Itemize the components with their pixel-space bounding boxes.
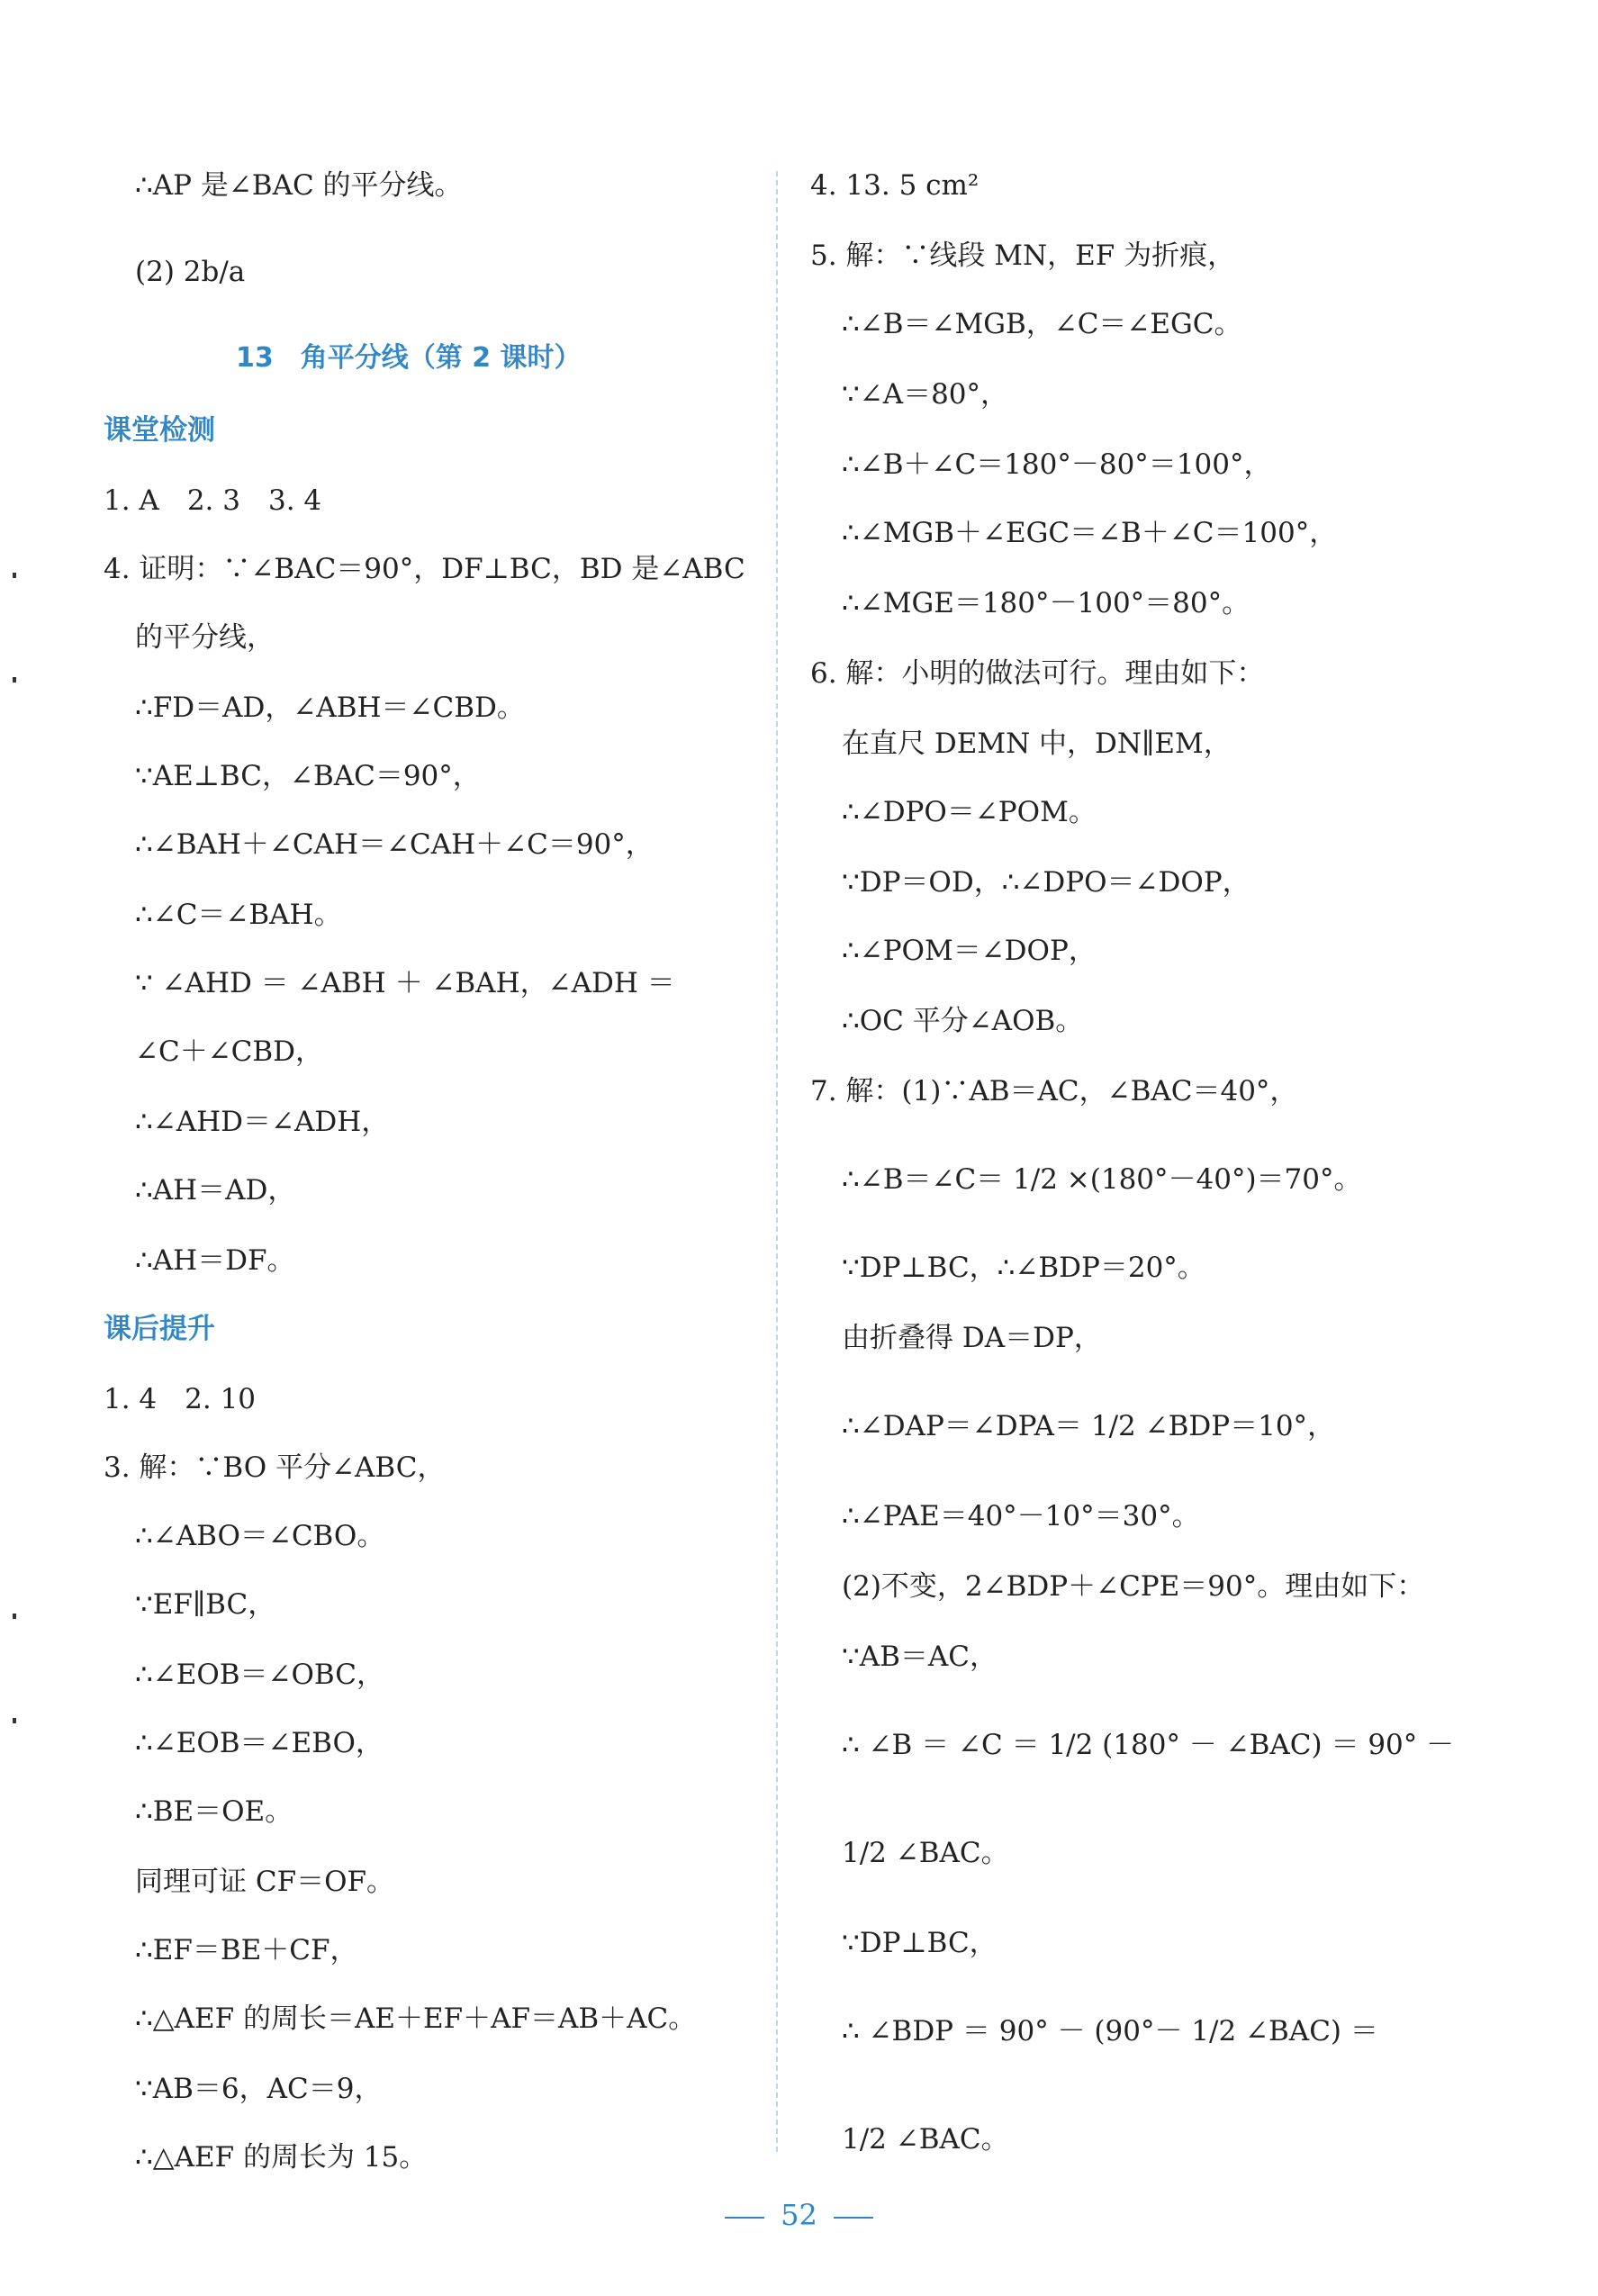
text-line: ∵EF∥BC，	[135, 1588, 276, 1621]
text-line: 的平分线，	[135, 621, 275, 654]
text-line: ∴∠MGE＝180°－100°＝80°。	[842, 587, 1250, 619]
text-line: ∴∠DPO＝∠POM。	[842, 796, 1097, 828]
text-line: ∵AE⊥BC，∠BAC＝90°，	[135, 760, 481, 792]
dash-left	[725, 2217, 764, 2219]
text-line: ∵AB＝AC，	[842, 1641, 998, 1673]
text-line: ∴∠B＝∠MGB，∠C＝∠EGC。	[842, 308, 1242, 340]
section-title: 13 角平分线（第 2 课时）	[236, 342, 582, 374]
page-number	[0, 2197, 1598, 2233]
answer-line: 3. 解：∵BO 平分∠ABC，	[104, 1451, 446, 1484]
answer-line: 1. A 2. 3 3. 4	[104, 484, 322, 517]
text-line: ∴∠B＝∠C＝ 1/2 ×(180°－40°)＝70°。	[842, 1163, 1362, 1196]
scan-mark	[13, 677, 16, 682]
scan-mark	[13, 1614, 16, 1619]
text-line: ∴FD＝AD，∠ABH＝∠CBD。	[135, 692, 525, 724]
text-line: ∵∠A＝80°，	[842, 378, 1009, 411]
answer-line: 5. 解：∵线段 MN，EF 为折痕，	[810, 240, 1236, 272]
scan-mark	[13, 1718, 16, 1723]
text-line: (2) 2b/a	[135, 256, 246, 288]
answer-line: 4. 13. 5 cm²	[810, 169, 980, 202]
answer-line: 6. 解：小明的做法可行。理由如下：	[810, 657, 1265, 690]
text-line: ∴∠POM＝∠DOP，	[842, 935, 1097, 967]
text-line: ∴AH＝AD，	[135, 1174, 296, 1207]
dash-right	[834, 2217, 873, 2219]
text-line: ∴∠MGB＋∠EGC＝∠B＋∠C＝100°，	[842, 517, 1338, 549]
text-line: ∴ ∠BDP ＝ 90° － (90°－ 1/2 ∠BAC) ＝	[842, 2015, 1378, 2047]
page-number-text: 52	[781, 2198, 817, 2232]
text-line: ∴AP 是∠BAC 的平分线。	[135, 169, 463, 202]
text-line: ∵AB＝6，AC＝9，	[135, 2073, 383, 2105]
text-line: 由折叠得 DA＝DP，	[842, 1322, 1102, 1354]
text-line: ∴∠BAH＋∠CAH＝∠CAH＋∠C＝90°，	[135, 828, 654, 861]
answer-line: 1. 4 2. 10	[104, 1383, 257, 1415]
text-line: ∵DP⊥BC，∴∠BDP＝20°。	[842, 1252, 1205, 1284]
text-line: 1/2 ∠BAC。	[842, 1837, 1009, 1869]
text-line: ∴∠ABO＝∠CBO。	[135, 1520, 385, 1552]
text-line: ∵ ∠AHD ＝ ∠ABH ＋ ∠BAH，∠ADH ＝	[135, 967, 675, 999]
text-line: ∴∠PAE＝40°－10°＝30°。	[842, 1500, 1200, 1532]
text-line: ∴∠EOB＝∠OBC，	[135, 1659, 384, 1691]
text-line: 1/2 ∠BAC。	[842, 2123, 1009, 2156]
section-heading: 课堂检测	[104, 414, 215, 447]
text-line: ∴ ∠B ＝ ∠C ＝ 1/2 (180° － ∠BAC) ＝ 90° －	[842, 1729, 1455, 1761]
text-line: 同理可证 CF＝OF。	[135, 1866, 395, 1898]
text-line: (2)不变，2∠BDP＋∠CPE＝90°。理由如下：	[842, 1570, 1425, 1603]
answer-line: 4. 证明：∵∠BAC＝90°，DF⊥BC，BD 是∠ABC	[104, 553, 745, 585]
column-divider	[776, 171, 778, 2152]
text-line: ∴OC 平分∠AOB。	[842, 1005, 1084, 1037]
text-line: ∴∠B＋∠C＝180°－80°＝100°，	[842, 448, 1272, 481]
text-line: ∴∠C＝∠BAH。	[135, 899, 342, 931]
text-line: ∴∠EOB＝∠EBO，	[135, 1727, 384, 1759]
scan-mark	[13, 573, 16, 578]
text-line: 在直尺 DEMN 中，DN∥EM，	[842, 728, 1232, 760]
text-line: ∵DP⊥BC，	[842, 1927, 998, 1959]
section-heading: 课后提升	[104, 1313, 215, 1345]
text-line: ∴AH＝DF。	[135, 1244, 295, 1277]
text-line: ∠C＋∠CBD，	[135, 1035, 324, 1068]
text-line: ∴BE＝OE。	[135, 1795, 293, 1828]
text-line: ∴EF＝BE＋CF，	[135, 1934, 358, 1966]
text-line: ∴∠AHD＝∠ADH，	[135, 1106, 390, 1138]
text-line: ∵DP＝OD，∴∠DPO＝∠DOP，	[842, 866, 1250, 899]
answer-line: 7. 解：(1)∵AB＝AC，∠BAC＝40°，	[810, 1075, 1298, 1107]
text-line: ∴∠DAP＝∠DPA＝ 1/2 ∠BDP＝10°，	[842, 1410, 1336, 1442]
text-line: ∴△AEF 的周长为 15。	[135, 2141, 428, 2174]
text-line: ∴△AEF 的周长＝AE＋EF＋AF＝AB＋AC。	[135, 2002, 697, 2035]
